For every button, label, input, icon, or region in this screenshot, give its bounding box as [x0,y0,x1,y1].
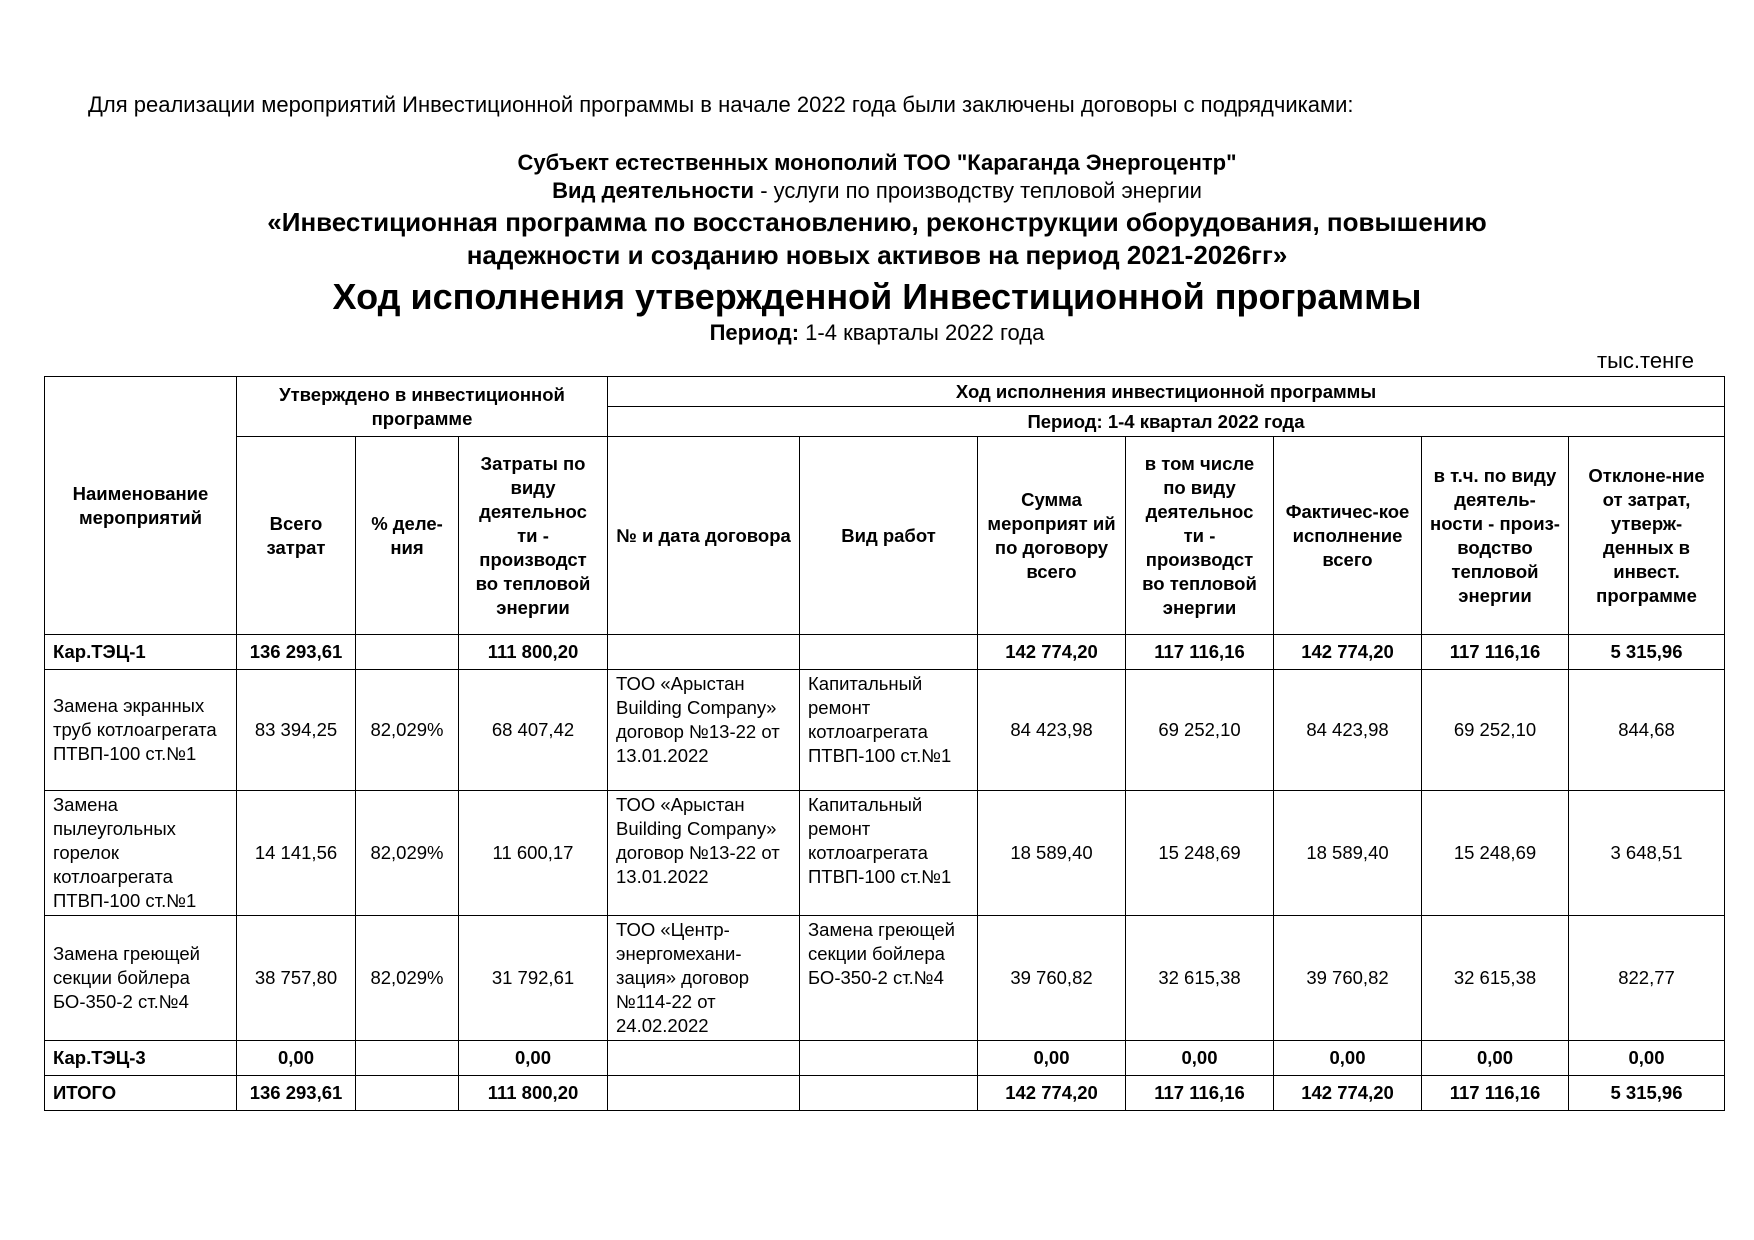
cell-share: 82,029% [356,791,459,916]
cell-share [356,1041,459,1076]
cell-actual-activity: 15 248,69 [1422,791,1569,916]
cell-deviation: 822,77 [1569,916,1725,1041]
table-row [45,635,1725,670]
cell-name: Кар.ТЭЦ-1 [45,635,237,670]
cell-contract [608,635,800,670]
program-title-line1: «Инвестиционная программа по восстановлению, реконструкции оборудования, повышению [267,207,1487,237]
cell-deviation: 5 315,96 [1569,635,1725,670]
period-line [0,320,1754,346]
cell-contract [608,1041,800,1076]
header-contract: № и дата договора [608,437,800,635]
cell-deviation: 0,00 [1569,1041,1725,1076]
header-progress-group: Ход исполнения инвестиционной программы [608,377,1725,407]
header-actual-total: Фактичес-кое исполнение всего [1274,437,1422,635]
header-deviation: Отклоне-ние от затрат, утверж-денных в инвест. программе [1569,437,1725,635]
program-title-line2: надежности и созданию новых активов на период 2021-2026гг» [466,240,1288,270]
cell-name: Кар.ТЭЦ-3 [45,1041,237,1076]
intro-text: Для реализации мероприятий Инвестиционной программы в начале 2022 года были заключены договоры с подрядчиками: [88,92,1354,117]
table-row [45,1076,1725,1111]
cell-activity-cost: 11 600,17 [459,791,608,916]
header-actual-activity: в т.ч. по виду деятель-ности - произ-водство тепловой энергии [1422,437,1569,635]
period-label: Период: [709,320,800,345]
cell-contract-activity: 32 615,38 [1126,916,1274,1041]
cell-contract-sum: 0,00 [978,1041,1126,1076]
activity-label: Вид деятельности [552,178,755,203]
cell-contract-activity: 69 252,10 [1126,670,1274,791]
cell-actual-activity: 0,00 [1422,1041,1569,1076]
header-share: % деле-ния [356,437,459,635]
cell-name: Замена пылеугольных горелок котлоагрегата ПТВП-100 ст.№1 [45,791,237,916]
cell-contract-activity: 117 116,16 [1126,635,1274,670]
activity-value: - услуги по производству тепловой энергии [754,178,1202,203]
program-table [44,376,1725,1111]
cell-actual-activity: 117 116,16 [1422,1076,1569,1111]
cell-work-type [800,635,978,670]
cell-deviation: 3 648,51 [1569,791,1725,916]
period-value: 1-4 кварталы 2022 года [799,320,1045,345]
cell-actual-total: 39 760,82 [1274,916,1422,1041]
cell-activity-cost: 0,00 [459,1041,608,1076]
cell-contract-sum: 18 589,40 [978,791,1126,916]
cell-work-type: Замена греющей секции бойлера БО-350-2 ст.№4 [800,916,978,1041]
header-total-cost: Всего затрат [237,437,356,635]
table-row [45,916,1725,1041]
activity-line [0,178,1754,204]
subject-line: Субъект естественных монополий ТОО "Караганда Энергоцентр" [517,150,1237,175]
cell-contract-activity: 0,00 [1126,1041,1274,1076]
cell-activity-cost: 111 800,20 [459,635,608,670]
cell-actual-total: 84 423,98 [1274,670,1422,791]
header-contract-sum: Сумма мероприят ий по договору всего [978,437,1126,635]
cell-total-cost: 0,00 [237,1041,356,1076]
cell-contract-sum: 39 760,82 [978,916,1126,1041]
cell-activity-cost: 111 800,20 [459,1076,608,1111]
cell-total-cost: 38 757,80 [237,916,356,1041]
cell-actual-total: 18 589,40 [1274,791,1422,916]
header-name: Наименование мероприятий [45,377,237,635]
cell-contract-sum: 142 774,20 [978,1076,1126,1111]
cell-activity-cost: 68 407,42 [459,670,608,791]
cell-actual-total: 0,00 [1274,1041,1422,1076]
cell-deviation: 844,68 [1569,670,1725,791]
table-row [45,791,1725,916]
cell-contract-sum: 142 774,20 [978,635,1126,670]
cell-contract: ТОО «Арыстан Building Company» договор №13-22 от 13.01.2022 [608,670,800,791]
cell-name: ИТОГО [45,1076,237,1111]
cell-deviation: 5 315,96 [1569,1076,1725,1111]
cell-work-type [800,1076,978,1111]
cell-total-cost: 136 293,61 [237,1076,356,1111]
cell-share: 82,029% [356,670,459,791]
cell-share: 82,029% [356,916,459,1041]
cell-work-type [800,1041,978,1076]
cell-work-type: Капитальный ремонт котлоагрегата ПТВП-100 ст.№1 [800,670,978,791]
cell-total-cost: 83 394,25 [237,670,356,791]
header-period-subgroup: Период: 1-4 квартал 2022 года [608,407,1725,437]
cell-actual-activity: 117 116,16 [1422,635,1569,670]
units-label: тыс.тенге [1597,348,1694,373]
cell-actual-activity: 32 615,38 [1422,916,1569,1041]
cell-total-cost: 14 141,56 [237,791,356,916]
cell-activity-cost: 31 792,61 [459,916,608,1041]
header-work-type: Вид работ [800,437,978,635]
cell-contract: ТОО «Центр-энергомехани-зация» договор №114-22 от 24.02.2022 [608,916,800,1041]
header-approved-group: Утверждено в инвестиционной программе [237,377,608,437]
cell-contract: ТОО «Арыстан Building Company» договор №13-22 от 13.01.2022 [608,791,800,916]
cell-share [356,1076,459,1111]
header-contract-activity: в том числе по виду деятельнос ти - производст во тепловой энергии [1126,437,1274,635]
cell-contract-activity: 117 116,16 [1126,1076,1274,1111]
cell-contract-activity: 15 248,69 [1126,791,1274,916]
cell-actual-activity: 69 252,10 [1422,670,1569,791]
table-row [45,670,1725,791]
cell-share [356,635,459,670]
cell-contract [608,1076,800,1111]
cell-actual-total: 142 774,20 [1274,635,1422,670]
table-row [45,1041,1725,1076]
cell-contract-sum: 84 423,98 [978,670,1126,791]
cell-total-cost: 136 293,61 [237,635,356,670]
header-activity-cost: Затраты по виду деятельнос ти - производст во тепловой энергии [459,437,608,635]
cell-name: Замена греющей секции бойлера БО-350-2 ст.№4 [45,916,237,1041]
cell-work-type: Капитальный ремонт котлоагрегата ПТВП-100 ст.№1 [800,791,978,916]
cell-actual-total: 142 774,20 [1274,1076,1422,1111]
main-title: Ход исполнения утвержденной Инвестиционной программы [332,276,1422,317]
cell-name: Замена экранных труб котлоагрегата ПТВП-100 ст.№1 [45,670,237,791]
